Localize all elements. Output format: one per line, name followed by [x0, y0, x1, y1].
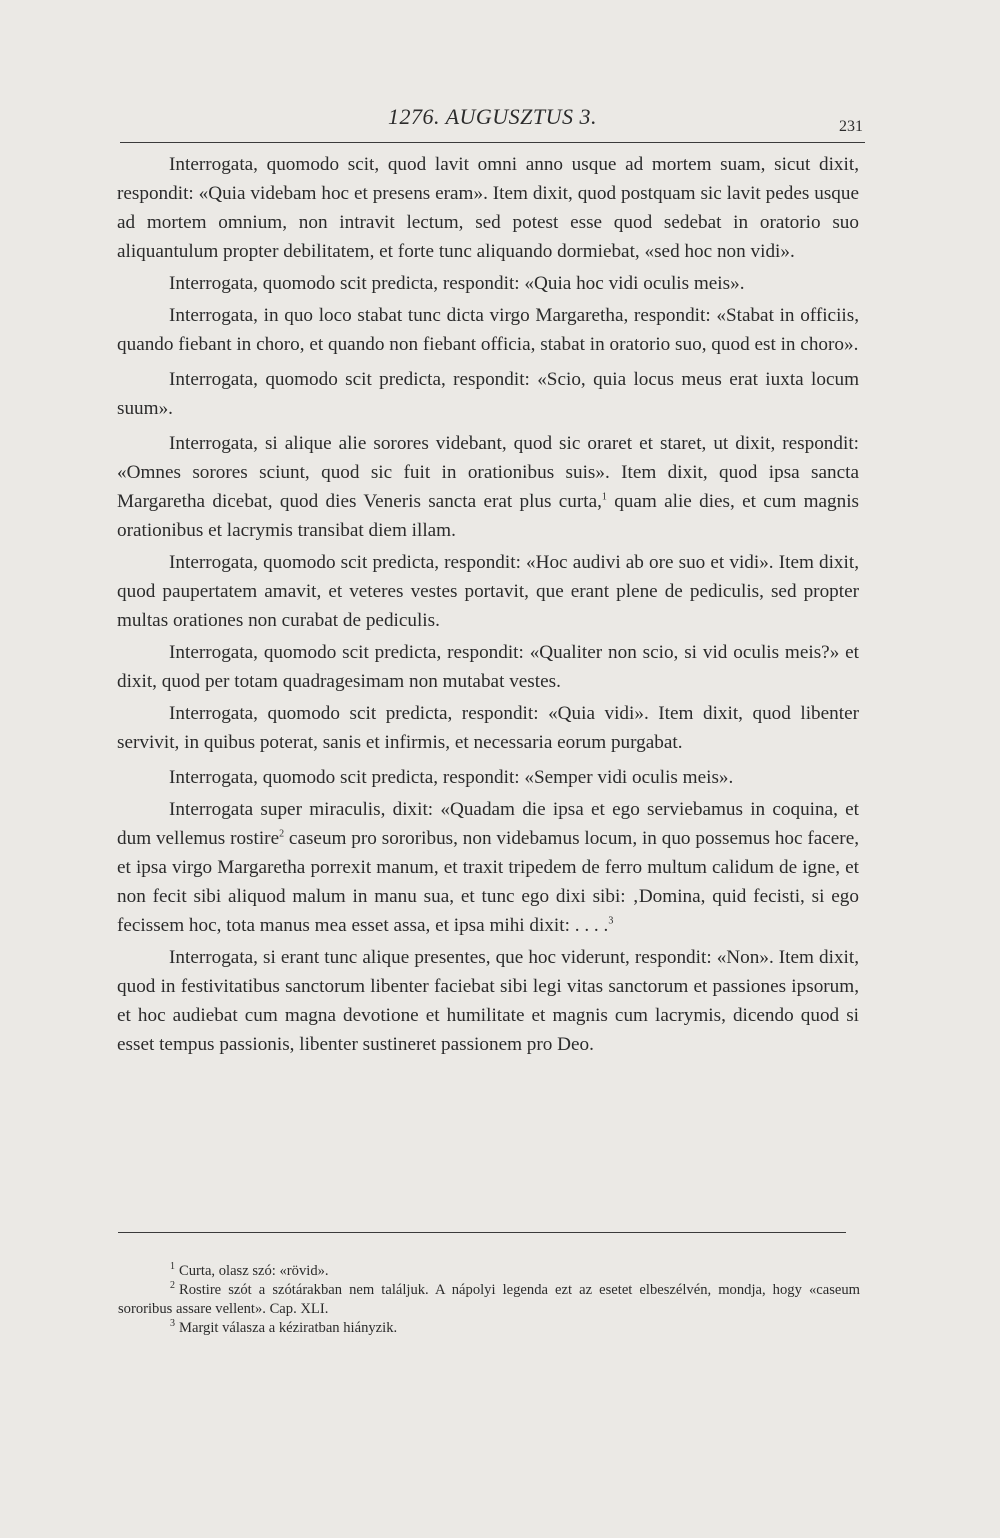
footnote-mark: 3	[170, 1318, 175, 1330]
footnote-ref: 3	[608, 915, 614, 927]
paragraph-text: caseum pro sororibus, non videbamus locum, in quo possemus hoc facere, et ipsa virgo Margaretha porrexit manum, et traxit tripedem de ferro multum calidum de igne, et non fecit sibi aliquod malum in manu sua, et tunc ego dixi sibi: ‚Domina, quid fecisti, si ego fecissem hoc, tota manus mea esset assa, et ipsa mihi dixit: . . . .	[117, 828, 860, 936]
paragraph: Interrogata, in quo loco stabat tunc dicta virgo Margaretha, respondit: «Stabat in officiis, quando fiebant in choro, et quando non fiebant officia, stabat in oratorio suo, quod est in choro».	[117, 305, 859, 355]
paragraph-text: Interrogata super miraculis, dixit: «Quadam die ipsa et ego serviebamus in coquina, et dum vellemus rostire	[117, 799, 859, 849]
paragraph: Interrogata, quomodo scit predicta, respondit: «Semper vidi oculis meis».	[169, 767, 734, 788]
paragraph: Interrogata, si erant tunc alique presentes, que hoc viderunt, respondit: «Non». Item dixit, quod in festivitatibus sanctorum libenter faciebat sibi legi vitas sanctorum et passiones ipsorum, et hoc audiebat cum magna devotione et humilitate et magnis cum lacrymis, dicendo quod si esset tempus passionis, libenter sustineret passionem pro Deo.	[117, 947, 859, 1055]
paragraph: Interrogata, quomodo scit predicta, respondit: «Qualiter non scio, si vid oculis meis?» et dixit, quod per totam quadragesimam non mutabat vestes.	[117, 642, 859, 692]
footnote	[118, 1281, 860, 1319]
footnote-mark: 2	[170, 1280, 175, 1292]
paragraph	[117, 795, 859, 940]
running-title: 1276. AUGUSZTUS 3.	[387, 104, 598, 129]
footnote-ref: 1	[601, 491, 607, 503]
paragraph: Interrogata, quomodo scit predicta, respondit: «Hoc audivi ab ore suo et vidi». Item dixit, quod paupertatem amavit, et veteres vestes portavit, que erant plene de pediculis, sed propter multas orationes non curabat de pediculis.	[117, 552, 859, 631]
paragraph-text: quam alie dies, et cum magnis orationibus et lacrymis transibat diem illam.	[117, 491, 859, 541]
paragraph: Interrogata, quomodo scit predicta, respondit: «Scio, quia locus meus erat iuxta locum suum».	[117, 369, 859, 419]
footnote-mark: 1	[170, 1261, 175, 1273]
paragraph: Interrogata, quomodo scit, quod lavit omni anno usque ad mortem suam, sicut dixit, respondit: «Quia videbam hoc et presens eram». Item dixit, quod postquam sic lavit pedes usque ad mortem omnium, non intravit lectum, sed potest esse quod sedebat in oratorio suo aliquantulum propter debilitatem, et forte tunc aliquando dormiebat, «sed hoc non vidi».	[117, 154, 859, 262]
footnote-text: Rostire szót a szótárakban nem találjuk. A nápolyi legenda ezt az esetet elbeszélvén, mondja, hogy «caseum sororibus assare vellent». Cap. XLI.	[118, 1282, 860, 1317]
footnotes	[118, 1262, 860, 1338]
running-header	[120, 100, 865, 143]
paragraph: Interrogata, quomodo scit predicta, respondit: «Quia vidi». Item dixit, quod libenter servivit, in quibus poterat, sanis et infirmis, et necessaria eorum purgabat.	[117, 703, 859, 753]
footnote-ref: 2	[279, 828, 285, 840]
paragraph: Interrogata, quomodo scit predicta, respondit: «Quia hoc vidi oculis meis».	[169, 273, 745, 294]
footnote-text: Curta, olasz szó: «rövid».	[179, 1263, 329, 1279]
page-number: 231	[839, 118, 863, 135]
footnote	[118, 1319, 860, 1338]
footnote	[118, 1262, 860, 1281]
main-text	[117, 150, 859, 1062]
footnote-divider	[118, 1232, 846, 1233]
footnote-text: Margit válasza a kéziratban hiányzik.	[179, 1320, 398, 1336]
paragraph	[117, 429, 859, 545]
paragraph-text: Interrogata, si alique alie sorores videbant, quod sic oraret et staret, ut dixit, respondit: «Omnes sorores sciunt, quod sic fuit in orationibus suis». Item dixit, quod ipsa sancta Margaretha dicebat, quod dies Veneris sancta erat plus curta,	[117, 433, 859, 512]
